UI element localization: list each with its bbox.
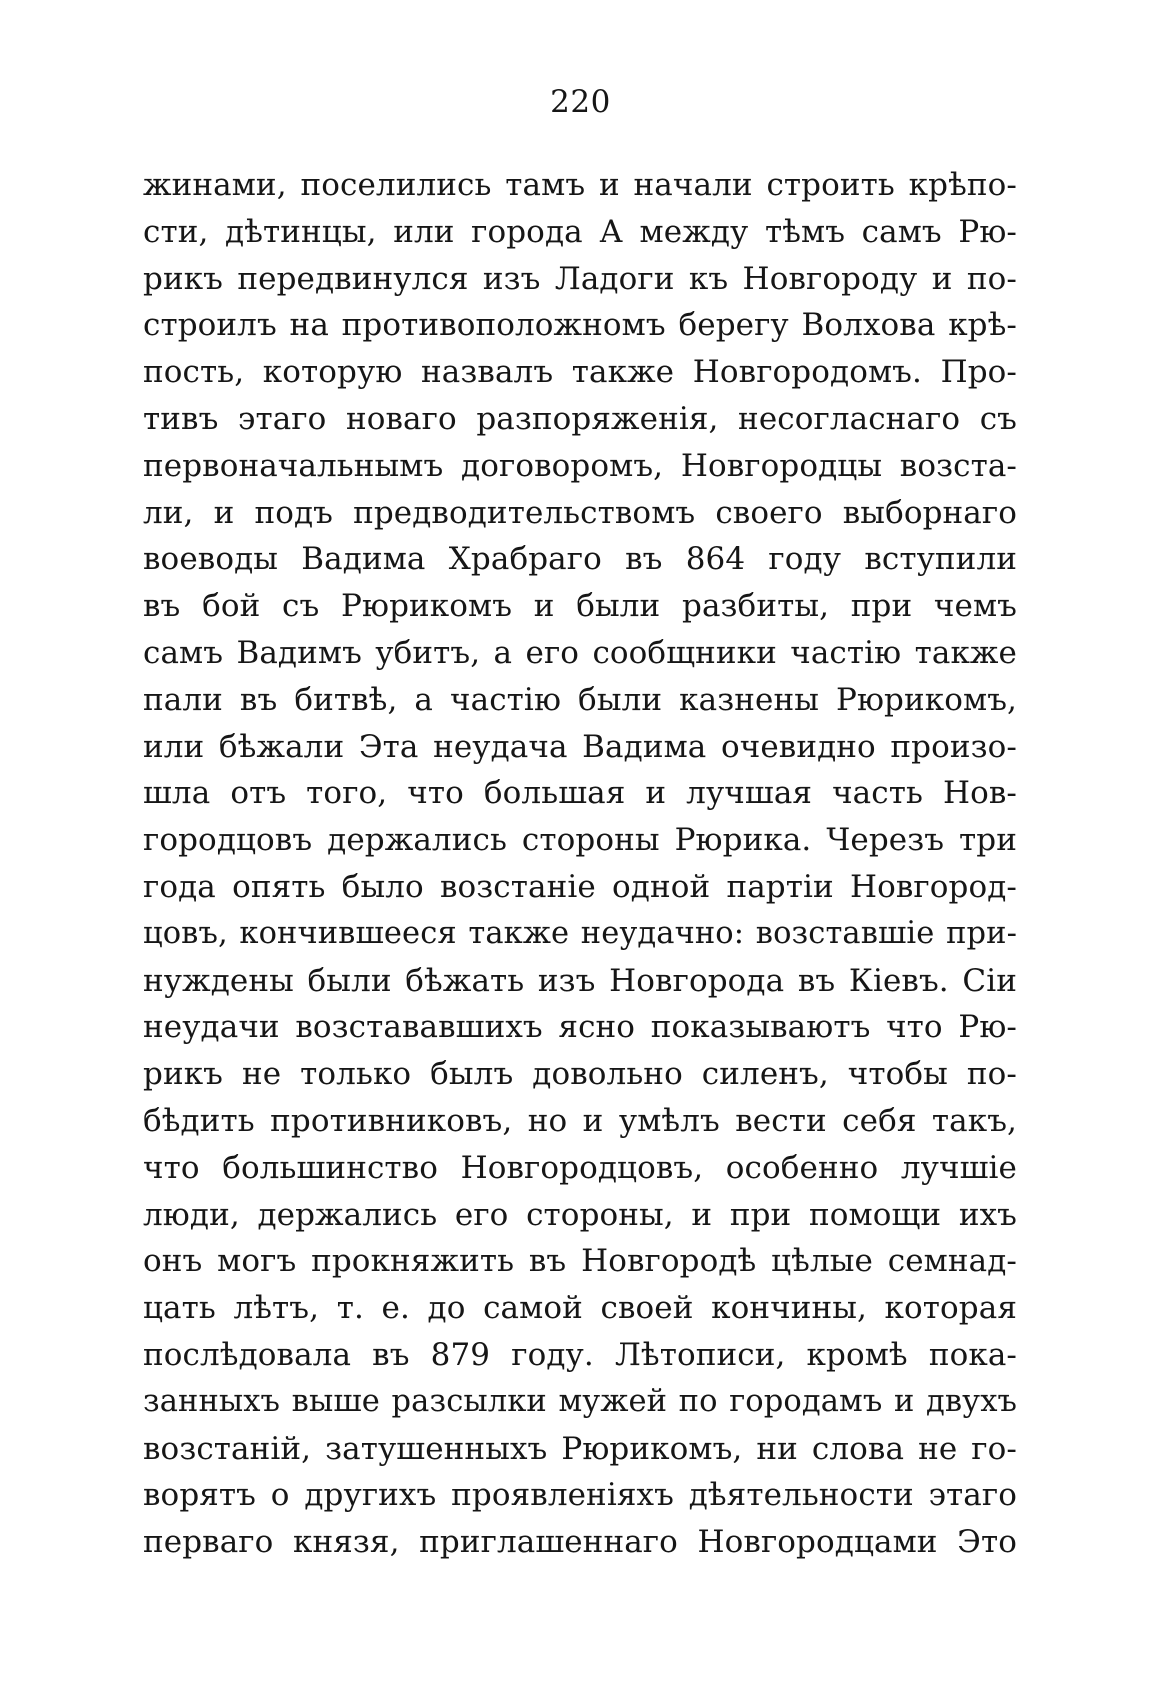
text-line: шла отъ того, что большая и лучшая часть Нов-	[143, 775, 1017, 812]
text-line: тивъ этаго новаго разпоряженія, несогласнаго съ	[143, 400, 1017, 437]
text-line: возстаній, затушенныхъ Рюрикомъ, ни слова не го-	[143, 1430, 1017, 1467]
text-line: года опять было возстаніе одной партіи Новгород-	[143, 868, 1017, 905]
text-line: или бѣжали Эта неудача Вадима очевидно произо-	[143, 728, 1017, 765]
text-line: ворятъ о другихъ проявленіяхъ дѣятельности этаго	[143, 1477, 1017, 1514]
text-line: ли, и подъ предводительствомъ своего выборнаго	[143, 494, 1017, 531]
text-line: воеводы Вадима Храбраго въ 864 году вступили	[143, 541, 1017, 578]
text-line: строилъ на противоположномъ берегу Волхова крѣ-	[143, 307, 1017, 344]
text-line: пали въ битвѣ, а частію были казнены Рюрикомъ,	[143, 681, 1017, 718]
body-text	[143, 162, 1017, 1566]
text-line: рикъ передвинулся изъ Ладоги къ Новгороду и по-	[143, 260, 1017, 297]
text-line: цать лѣтъ, т. е. до самой своей кончины, которая	[143, 1290, 1017, 1327]
text-line: что большинство Новгородцовъ, особенно лучшіе	[143, 1149, 1017, 1186]
text-line: пость, которую назвалъ также Новгородомъ. Про-	[143, 354, 1017, 391]
text-line: жинами, поселились тамъ и начали строить крѣпо-	[143, 167, 1017, 203]
text-line: люди, держались его стороны, и при помощи ихъ	[143, 1196, 1017, 1233]
page-number: 220	[550, 84, 611, 120]
text-line: въ бой съ Рюрикомъ и были разбиты, при чемъ	[143, 588, 1017, 625]
text-line: нуждены были бѣжать изъ Новгорода въ Кіевъ. Сіи	[143, 962, 1017, 999]
text-line: занныхъ выше разсылки мужей по городамъ и двухъ	[143, 1383, 1017, 1419]
text-line: бѣдить противниковъ, но и умѣлъ вести себя такъ,	[143, 1102, 1017, 1139]
text-line: онъ могъ прокняжить въ Новгородѣ цѣлые семнад-	[143, 1243, 1017, 1280]
text-line: сти, дѣтинцы, или города А между тѣмъ самъ Рю-	[143, 213, 1017, 250]
text-line: послѣдовала въ 879 году. Лѣтописи, кромѣ пока-	[143, 1336, 1017, 1373]
text-line: самъ Вадимъ убитъ, а его сообщники частію также	[143, 634, 1017, 671]
text-line: неудачи возстававшихъ ясно показываютъ что Рю-	[143, 1009, 1017, 1046]
text-line: рикъ не только былъ довольно силенъ, чтобы по-	[143, 1056, 1017, 1093]
text-line: перваго князя, приглашеннаго Новгородцами Это	[143, 1524, 1017, 1561]
text-line: первоначальнымъ договоромъ, Новгородцы возста-	[143, 447, 1017, 484]
text-line: городцовъ держались стороны Рюрика. Черезъ три	[143, 822, 1017, 859]
text-line: цовъ, кончившееся также неудачно: возставшіе при-	[143, 915, 1017, 951]
